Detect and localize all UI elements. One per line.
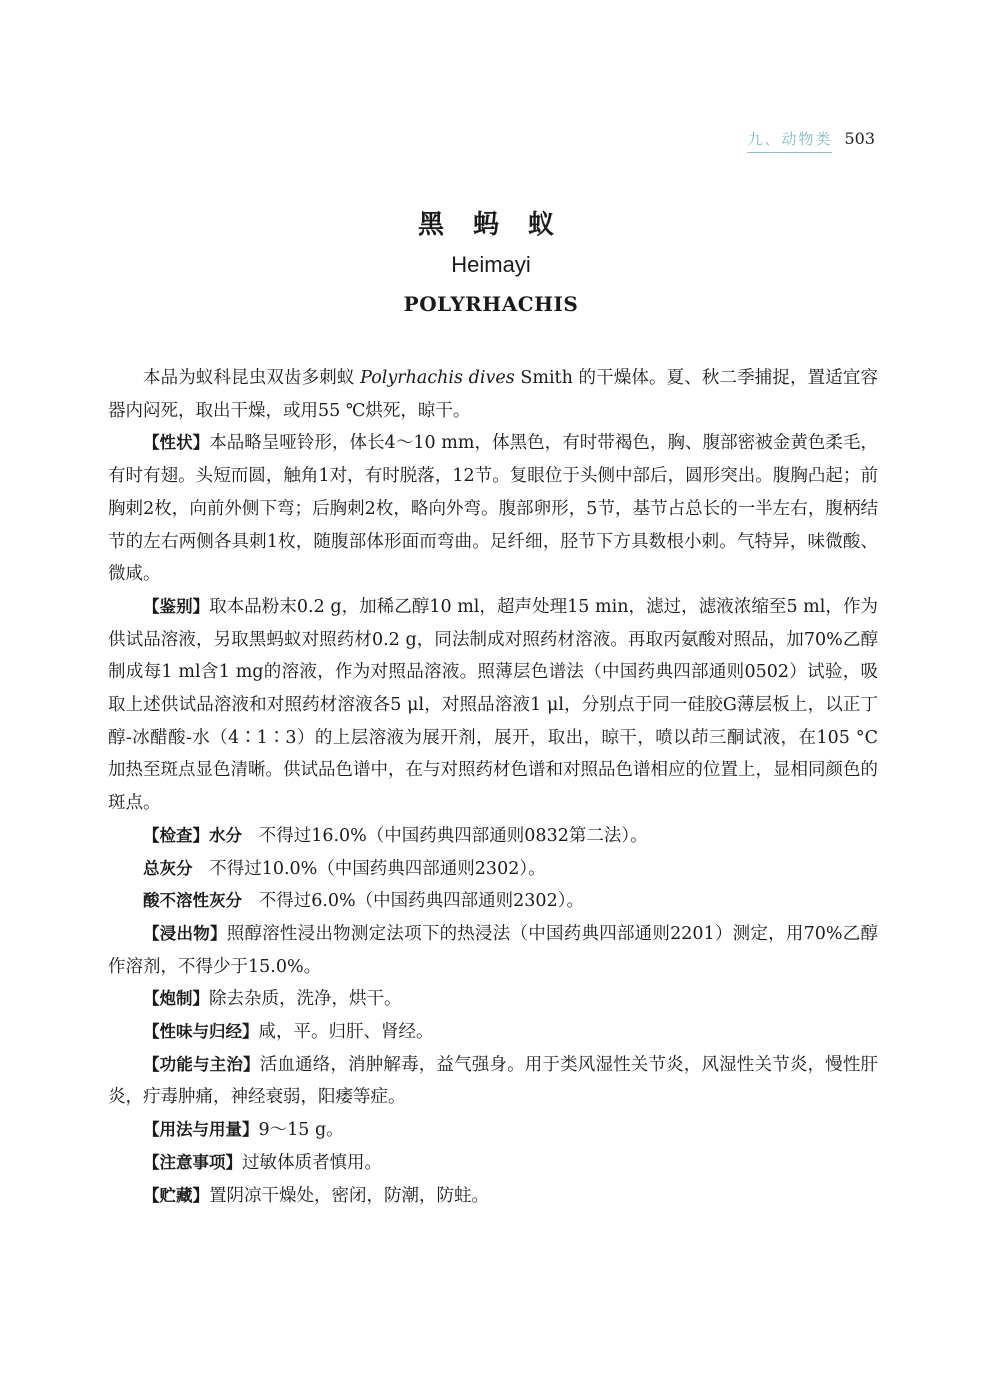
section-xingwei [108,1016,878,1049]
check-item-text: 不得过6.0%（中国药典四部通则2302）。 [258,891,584,912]
monograph-body [108,362,878,1212]
section-jianbie [108,591,878,820]
section-jinchuwu [108,918,878,983]
title-latin: POLYRHACHIS [403,292,579,316]
section-heading: 【性味与归经】 [143,1022,259,1042]
section-zhucang [108,1180,878,1213]
section-heading: 【鉴别】 [143,596,210,616]
section-jiancha [108,820,878,853]
title-block [0,205,982,319]
section-heading: 【功能与主治】 [143,1054,260,1074]
section-text: 咸，平。归肝、肾经。 [258,1022,434,1043]
section-heading: 【浸出物】 [143,923,227,943]
page-number: 503 [844,129,875,148]
section-heading: 【炮制】 [143,989,209,1009]
section-text: 照醇溶性浸出物测定法项下的热浸法（中国药典四部通则2201）测定，用70%乙醇作溶剂，不得少于15.0%。 [108,923,879,977]
section-text: 活血通络，消肿解毒，益气强身。用于类风湿性关节炎，风湿性关节炎，慢性肝炎，疔毒肿痛，神经衰弱，阳痿等症。 [108,1054,879,1108]
section-zhuyi [108,1147,878,1180]
section-text: 9～15 g。 [258,1120,344,1141]
section-text: 除去杂质，洗净，烘干。 [209,989,402,1010]
check-item [108,885,878,918]
section-gongneng [108,1049,878,1114]
section-text: 置阴凉干燥处，密闭，防潮，防蛀。 [209,1185,489,1206]
section-heading: 【性状】 [143,433,210,453]
section-text: 取本品粉末0.2 g，加稀乙醇10 ml，超声处理15 min，滤过，滤液浓缩至5 ml，作为供试品溶液，另取黑蚂蚁对照药材0.2 g，同法制成对照药材溶液。再取丙氨酸对照品，加70%乙醇制成每1 ml含1 mg的溶液，作为对照品溶液。照薄层色谱法（中国药典四部通则0502）试验，吸取上述供试品溶液和对照药材溶液各5 μl，对照品溶液1 μl，分别点于同一硅胶G薄层板上，以正丁醇-冰醋酸-水（4∶1∶3）的上层溶液为展开剂，展开，取出，晾干，喷以茚三酮试液，在105 °C加热至斑点显色清晰。供试品色谱中，在与对照药材色谱和对照品色谱相应的位置上，显相同颜色的斑点。 [108,596,879,814]
check-item-text: 不得过10.0%（中国药典四部通则2302）。 [209,858,546,879]
section-text: 过敏体质者慎用。 [242,1152,382,1173]
section-heading: 【检查】 [143,825,209,845]
intro-paragraph [108,362,878,427]
section-heading: 【用法与用量】 [143,1120,259,1140]
check-item-name: 总灰分 [143,858,193,878]
intro-text-after: Smith 的干燥体。夏、秋二季捕捉，置适宜容器内闷死，取出干燥，或用55 ℃烘死，晾干。 [108,368,879,421]
running-header [747,128,875,153]
title-pinyin: Heimayi [451,252,531,277]
section-paozhi [108,983,878,1016]
check-item-text: 不得过16.0%（中国药典四部通则0832第二法）。 [258,825,648,846]
check-item-name: 酸不溶性灰分 [143,891,242,911]
section-heading: 【贮藏】 [143,1185,209,1205]
title-chinese: 黑 蚂 蚁 [417,210,565,240]
intro-text-before: 本品为蚁科昆虫双齿多刺蚁 [143,368,361,388]
check-item-name: 水分 [209,825,242,845]
section-heading: 【注意事项】 [143,1152,242,1172]
section-text: 本品略呈哑铃形，体长4～10 mm，体黑色，有时带褐色，胸、腹部密被金黄色柔毛，有时有翅。头短而圆，触角1对，有时脱落，12节。复眼位于头侧中部后，圆形突出。腹胸凸起；前胸刺2枚，向前外侧下弯；后胸刺2枚，略向外弯。腹部卵形，5节，基节占总长的一半左右，腹柄结节的左右两侧各具刺1枚，随腹部体形面而弯曲。足纤细，胫节下方具数根小刺。气特异，味微酸、微咸。 [108,433,878,585]
section-yongfa [108,1114,878,1147]
section-label: 九、动物类 [747,128,832,153]
section-xingzhuang [108,427,878,591]
species-name: Polyrhachis dives [360,368,515,388]
check-item [108,853,878,886]
